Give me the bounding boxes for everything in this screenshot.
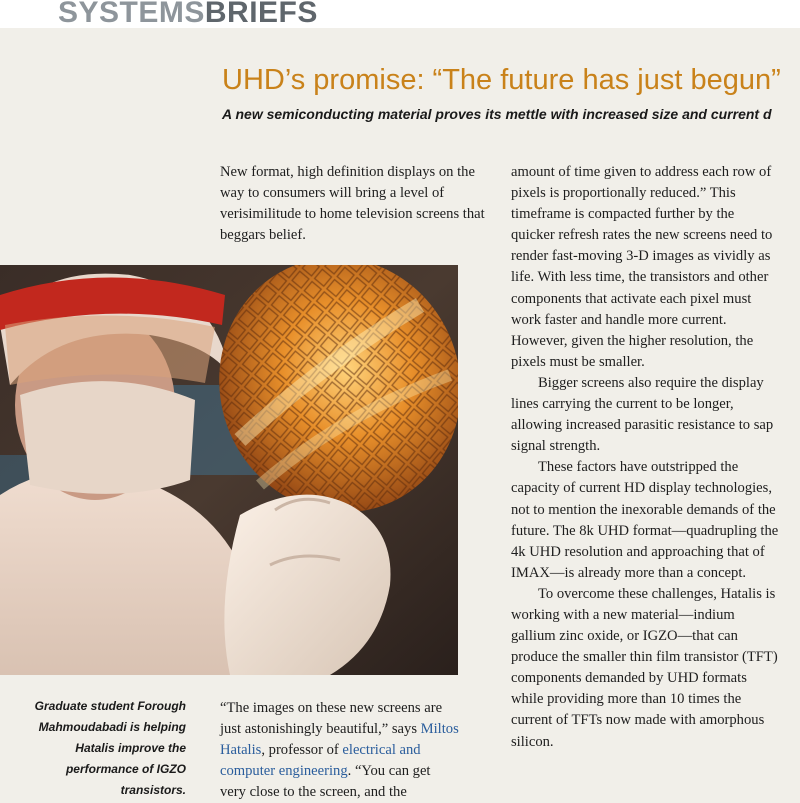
quote-text [220, 698, 460, 803]
quote-paragraph [220, 698, 460, 803]
paragraph: amount of time given to address each row of pixels is proportionally reduced.” This timeframe is compacted further by the quicker refresh rates the new screens need to render fast-moving 3-D images as vividly as life. With less time, the transistors and other components that activate each pixel must work faster and handle more current. However, given the higher resolution, the pixels must be smaller. [511, 164, 773, 370]
article-subhead: A new semiconducting material proves its mettle with increased size and current d [222, 106, 772, 122]
quote-before: “The images on these new screens are just astonishingly beautiful,” says [220, 700, 443, 737]
article-photo [0, 265, 458, 675]
intro-text: New format, high definition displays on the way to consumers will bring a level of verisimilitude to home television screens that beggars belief. [220, 164, 485, 243]
right-column [511, 162, 779, 753]
section-title-part1: SYSTEMS [58, 0, 205, 29]
paragraph: To overcome these challenges, Hatalis is working with a new material—indium gallium zinc oxide, or IGZO—that can produce the smaller thin film transistor (TFT) components demanded by UHD formats while providing more than 10 times the current of TFTs now made with amorphous silicon. [511, 585, 778, 750]
photo-caption: Graduate student Forough Mahmoudabadi is helping Hatalis improve the performance of IGZO transistors. [34, 699, 186, 797]
article-headline: UHD’s promise: “The future has just begun” [222, 64, 781, 96]
department-link[interactable]: electrical and computer engineering [220, 742, 421, 779]
intro-paragraph [220, 162, 485, 246]
hatalis-link[interactable]: Miltos Hatalis [220, 721, 459, 758]
quote-after: . “You can get very close to the screen, and the [220, 763, 431, 800]
paragraph: Bigger screens also require the display lines carrying the current to be longer, allowing increased parasitic resistance to sap signal strength. [511, 374, 774, 455]
section-title-part2: BRIEFS [204, 0, 318, 29]
paragraph: These factors have outstripped the capacity of current HD display technologies, not to mention the inexorable demands of the future. The 8k UHD format—quadrupling the 4k UHD resolution and approaching that of IMAX—is already more than a concept. [511, 459, 779, 581]
section-title [58, 0, 318, 30]
quote-middle: , professor of [261, 742, 343, 758]
